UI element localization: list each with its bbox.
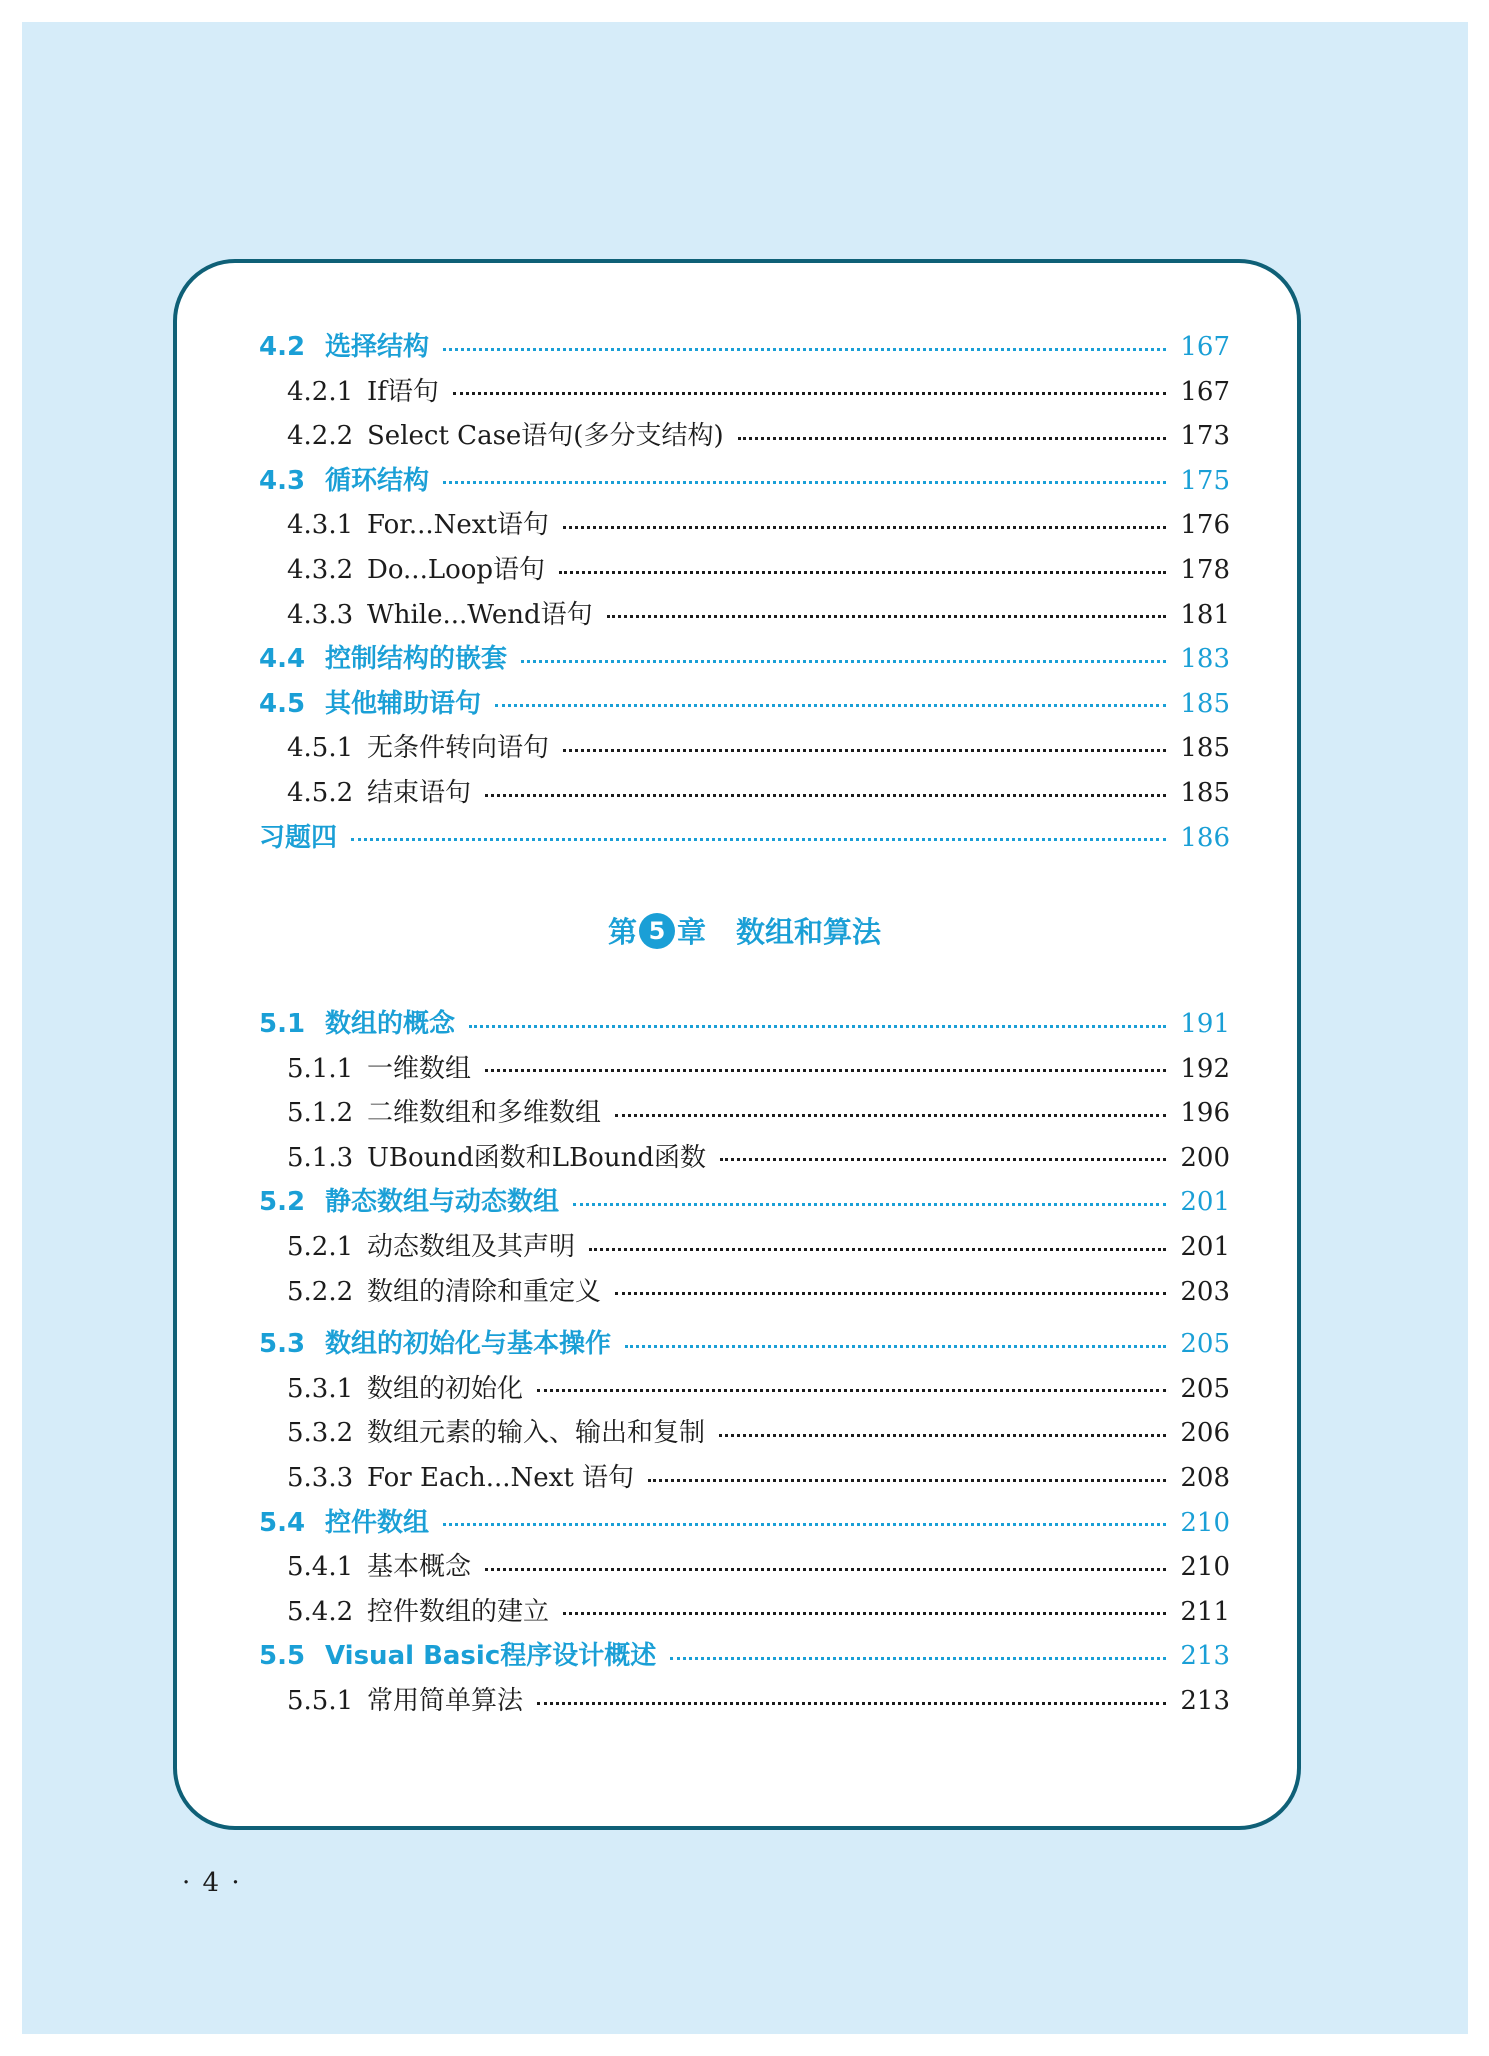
toc-section-entry [259,1002,1230,1046]
entry-number: 5.4 [259,1507,306,1538]
toc-section-entry [259,682,1230,726]
entry-number: 4.2 [259,332,306,362]
dot-leader [563,526,1166,529]
entry-title: 基本概念 [367,1552,472,1583]
toc-subsection-entry [259,726,1230,770]
toc-section-entry [259,637,1230,681]
toc-subsection-entry [259,1270,1230,1314]
entry-title: 选择结构 [325,332,430,362]
entry-number: 5.2.2 [287,1276,354,1307]
entry-number: 5.3.2 [287,1418,354,1449]
toc-subsection-entry [259,370,1230,414]
toc-subsection-entry [259,1091,1230,1135]
entry-title: 控制结构的嵌套 [325,644,508,675]
toc-subsection-entry [259,1411,1230,1455]
entry-number: 5.2.1 [287,1232,354,1262]
chapter-suffix: 章 [676,915,706,949]
entry-number: 4.3.2 [287,555,354,585]
entry-title: Visual Basic程序设计概述 [325,1641,657,1672]
entry-title: 静态数组与动态数组 [325,1187,560,1218]
dot-leader [443,481,1166,484]
entry-title: 数组的概念 [325,1009,456,1039]
entry-page-number: 213 [1180,1686,1230,1716]
entry-number: 5.1.1 [287,1053,354,1084]
entry-page-number: 213 [1180,1641,1230,1672]
entry-number: 4.3.1 [287,510,354,541]
entry-number: 4.2.1 [287,376,354,407]
toc-subsection-entry [259,1225,1230,1269]
toc-subsection-entry [259,1367,1230,1411]
entry-title: 循环结构 [325,465,430,496]
dot-leader [495,704,1166,707]
entry-number: 5.3 [259,1329,306,1360]
entry-page-number: 211 [1180,1596,1230,1627]
dot-leader [563,749,1166,752]
entry-number: 4.2.2 [287,421,354,452]
dot-leader [738,437,1167,440]
entry-number: 5.4.2 [287,1596,354,1627]
entry-page-number: 196 [1180,1098,1230,1129]
entry-page-number: 175 [1180,465,1230,496]
dot-leader [453,392,1166,395]
toc-section-entry [259,459,1230,503]
toc-subsection-entry [259,1545,1230,1589]
entry-page-number: 205 [1180,1373,1230,1404]
dot-leader [720,1158,1166,1161]
dot-leader [443,348,1166,351]
entry-page-number: 201 [1180,1232,1230,1262]
entry-title: 无条件转向语句 [367,733,550,764]
dot-leader [485,1069,1166,1072]
entry-page-number: 205 [1180,1329,1230,1360]
dot-leader [625,1345,1166,1348]
entry-page-number: 181 [1180,599,1230,630]
entry-page-number: 200 [1180,1142,1230,1173]
entry-number: 5.5.1 [287,1686,354,1716]
toc-subsection-entry [259,1590,1230,1634]
entry-title: 控件数组 [325,1507,430,1538]
dot-leader [615,1292,1166,1295]
entry-page-number: 186 [1180,822,1230,853]
entry-title: Do...Loop语句 [367,555,546,585]
chapter-prefix: 第 [607,915,637,949]
dot-leader [351,838,1166,841]
toc-section-entry [259,1180,1230,1224]
entry-number: 5.1 [259,1009,306,1039]
dot-leader [573,1203,1166,1206]
dot-leader [537,1389,1166,1392]
entry-page-number: 183 [1180,644,1230,675]
toc-subsection-entry [259,771,1230,815]
entry-page-number: 210 [1180,1552,1230,1583]
entry-page-number: 191 [1180,1009,1230,1039]
entry-page-number: 206 [1180,1418,1230,1449]
toc-subsection-entry [259,1047,1230,1091]
entry-title: 常用简单算法 [367,1686,524,1716]
dot-leader [443,1523,1166,1526]
dot-leader [485,794,1166,797]
entry-title: 结束语句 [367,778,472,808]
toc-subsection-entry [259,414,1230,458]
entry-page-number: 185 [1180,688,1230,719]
entry-number: 4.5.1 [287,733,354,764]
entry-title: 数组元素的输入、输出和复制 [367,1418,706,1449]
chapter-title: 数组和算法 [736,915,882,949]
entry-title: 动态数组及其声明 [367,1232,576,1262]
dot-leader [521,660,1166,663]
page-folio: · 4 · [182,1868,242,1898]
entry-title: For Each...Next 语句 [367,1463,635,1493]
dot-leader [589,1248,1166,1251]
entry-page-number: 167 [1180,332,1230,362]
entry-title: 控件数组的建立 [367,1596,550,1627]
entry-page-number: 192 [1180,1053,1230,1084]
dot-leader [469,1025,1166,1028]
dot-leader [719,1434,1166,1437]
entry-number: 4.4 [259,644,306,675]
dot-leader [607,615,1167,618]
toc-section-entry [259,325,1230,369]
entry-title: 习题四 [259,822,338,853]
dot-leader [485,1568,1166,1571]
entry-title: 数组的初始化 [367,1373,524,1404]
entry-page-number: 203 [1180,1276,1230,1307]
entry-page-number: 178 [1180,555,1230,585]
entry-number: 5.3.1 [287,1373,354,1404]
toc-section-entry [259,816,1230,860]
entry-page-number: 173 [1180,421,1230,452]
toc-subsection-entry [259,548,1230,592]
entry-number: 4.3 [259,465,306,496]
entry-number: 4.5.2 [287,778,354,808]
toc-section-entry [259,1322,1230,1366]
entry-number: 5.2 [259,1187,306,1218]
entry-number: 5.1.2 [287,1098,354,1129]
entry-page-number: 208 [1180,1463,1230,1493]
dot-leader [648,1479,1166,1482]
dot-leader [615,1114,1166,1117]
toc-subsection-entry [259,1456,1230,1500]
entry-title: 一维数组 [367,1053,472,1084]
toc-subsection-entry [259,1136,1230,1180]
entry-number: 5.5 [259,1641,306,1672]
entry-number: 4.3.3 [287,599,354,630]
entry-number: 5.1.3 [287,1142,354,1173]
entry-title: While...Wend语句 [367,599,593,630]
toc-subsection-entry [259,593,1230,637]
entry-number: 5.3.3 [287,1463,354,1493]
entry-title: 数组的清除和重定义 [367,1276,602,1307]
toc-section-entry [259,1634,1230,1678]
dot-leader [670,1657,1166,1660]
entry-page-number: 176 [1180,510,1230,541]
entry-page-number: 167 [1180,376,1230,407]
entry-title: 二维数组和多维数组 [367,1098,602,1129]
entry-page-number: 185 [1180,733,1230,764]
entry-number: 5.4.1 [287,1552,354,1583]
dot-leader [537,1702,1166,1705]
entry-title: 数组的初始化与基本操作 [325,1329,612,1360]
entry-page-number: 201 [1180,1187,1230,1218]
entry-title: 其他辅助语句 [325,688,482,719]
dot-leader [559,571,1166,574]
entry-title: Select Case语句(多分支结构) [367,421,724,452]
toc-subsection-entry [259,503,1230,547]
chapter-number-badge: 5 [639,913,675,949]
toc-section-entry [259,1501,1230,1545]
entry-page-number: 210 [1180,1507,1230,1538]
dot-leader [563,1612,1166,1615]
chapter-heading [0,910,1489,960]
toc-subsection-entry [259,1679,1230,1723]
entry-title: For...Next语句 [367,510,549,541]
entry-page-number: 185 [1180,778,1230,808]
entry-number: 4.5 [259,688,306,719]
entry-title: If语句 [367,376,439,407]
entry-title: UBound函数和LBound函数 [367,1142,706,1173]
